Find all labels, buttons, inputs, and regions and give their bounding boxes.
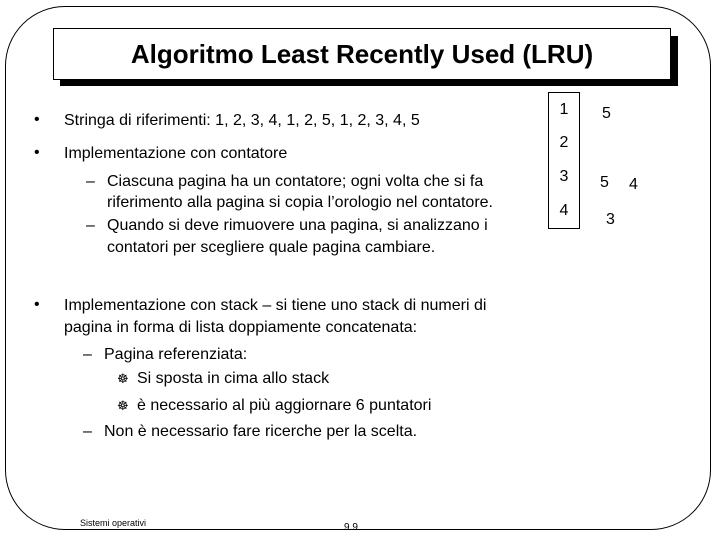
bullet-glyph: • xyxy=(34,144,40,161)
side-value-row4: 3 xyxy=(606,211,615,228)
counter-impl-line: Implementazione con contatore xyxy=(64,145,288,162)
sub-bullet-icon: ☸ xyxy=(117,398,129,413)
reference-string-line: Stringa di riferimenti: 1, 2, 3, 4, 1, 2, 5, 1, 2, 3, 4, 5 xyxy=(64,112,420,129)
counter-detail-line-3: Quando si deve rimuovere una pagina, si analizzano i xyxy=(107,217,488,234)
bullet-glyph: • xyxy=(34,296,40,313)
dash-glyph: – xyxy=(83,423,92,440)
frame-cell-2: 2 xyxy=(548,126,580,161)
title-box xyxy=(53,28,671,80)
side-value-row1: 5 xyxy=(602,105,611,122)
slide-title: Algoritmo Least Recently Used (LRU) xyxy=(130,38,594,69)
pointers-line: è necessario al più aggiornare 6 puntatori xyxy=(137,397,432,414)
stack-impl-line-1: Implementazione con stack – si tiene uno stack di numeri di xyxy=(64,297,487,314)
counter-detail-line-4: contatori per scegliere quale pagina cambiare. xyxy=(107,239,436,256)
footer-course: Sistemi operativi xyxy=(80,518,147,528)
bullet-glyph: • xyxy=(34,111,40,128)
footer-page-number: 9.9 xyxy=(344,522,358,533)
no-search-line: Non è necessario fare ricerche per la scelta. xyxy=(104,423,418,440)
counter-detail-line-2: riferimento alla pagina si copia l’orologio nel contatore. xyxy=(107,194,493,211)
frame-cell-1: 1 xyxy=(548,92,580,128)
side-value-row3-b: 4 xyxy=(629,176,638,193)
frame-cell-4: 4 xyxy=(548,194,580,229)
dash-glyph: – xyxy=(86,217,95,234)
referenced-page-line: Pagina referenziata: xyxy=(104,346,248,363)
sub-bullet-icon: ☸ xyxy=(117,371,129,386)
dash-glyph: – xyxy=(83,346,92,363)
dash-glyph: – xyxy=(86,173,95,190)
move-top-line: Si sposta in cima allo stack xyxy=(137,370,330,387)
frame-cell-3: 3 xyxy=(548,160,580,195)
counter-detail-line-1: Ciascuna pagina ha un contatore; ogni volta che si fa xyxy=(107,173,484,190)
side-value-row3-a: 5 xyxy=(600,174,609,191)
stack-impl-line-2: pagina in forma di lista doppiamente concatenata: xyxy=(64,319,418,336)
